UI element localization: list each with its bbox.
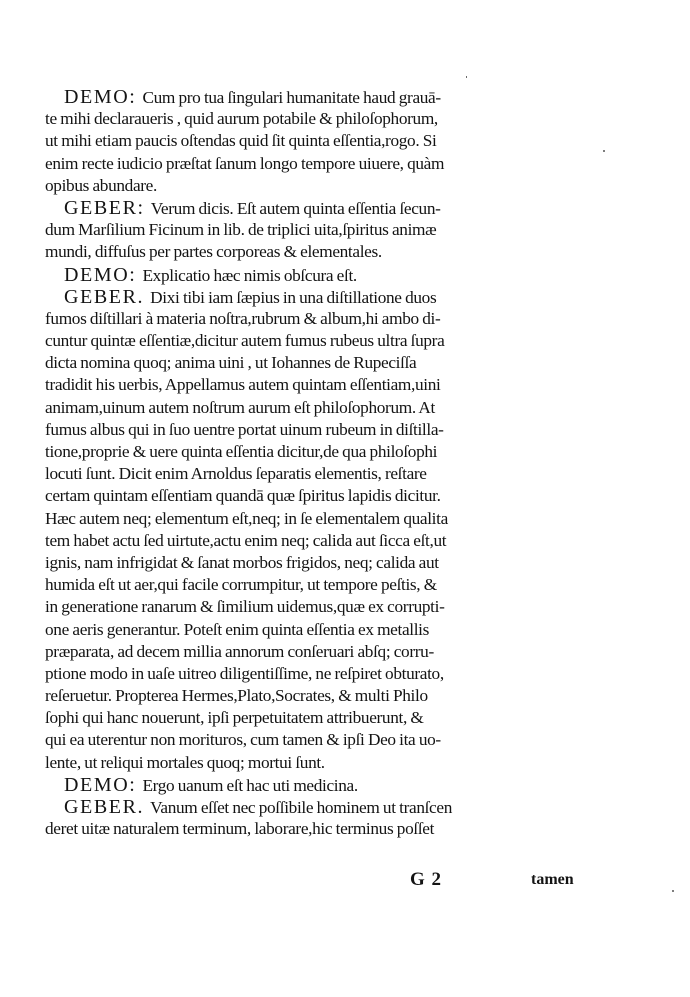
page-text-block <box>45 86 593 840</box>
line-text: Ergo uanum eſt hac uti medicina. <box>142 775 358 795</box>
text-line <box>45 108 593 130</box>
line-text: te mihi declaraueris , quid aurum potabile & philoſophorum, <box>45 109 438 129</box>
line-text: animam,uinum autem noſtrum aurum eſt philoſophorum. At <box>45 397 435 417</box>
text-line <box>45 530 593 552</box>
text-line <box>45 397 593 419</box>
speaker-name: GEBER: <box>64 196 145 219</box>
signature-mark: G 2 <box>410 869 443 890</box>
paragraph-first-line <box>45 86 593 108</box>
catchword: tamen <box>531 871 574 888</box>
paragraph-first-line <box>45 264 593 286</box>
text-line <box>45 707 593 729</box>
text-line <box>45 508 593 530</box>
line-text: in generatione ranarum & ſimilium uidemus,quæ ex corrupti- <box>45 597 445 617</box>
line-text: dum Marſilium Ficinum in lib. de triplici uita,ſpiritus animæ <box>45 220 437 240</box>
line-text: ignis, nam infrigidat & ſanat morbos frigidos, neq; calida aut <box>45 552 439 572</box>
text-line <box>45 463 593 485</box>
line-text: locuti ſunt. Dicit enim Arnoldus ſeparatis elementis, reſtare <box>45 464 427 484</box>
text-line <box>45 663 593 685</box>
text-line <box>45 330 593 352</box>
line-text: ſophi qui hanc nouerunt, ipſi perpetuitatem attribuerunt, & <box>45 708 424 728</box>
speaker-name: DEMO: <box>64 86 137 108</box>
text-line <box>45 552 593 574</box>
text-line <box>45 574 593 596</box>
line-text: Dixi tibi iam ſæpius in una diſtillatione duos <box>150 287 437 307</box>
line-text: one aeris generantur. Poteſt enim quinta eſſentia ex metallis <box>45 619 429 639</box>
line-text: cuntur quintæ eſſentiæ,dicitur autem fumus rubeus ultra ſupra <box>45 331 445 351</box>
speaker-name: DEMO: <box>64 263 137 286</box>
text-line <box>45 752 593 774</box>
speaker-name: GEBER. <box>64 285 145 308</box>
paragraph-first-line <box>45 197 593 219</box>
text-line <box>45 596 593 618</box>
line-text: Cum pro tua ſingulari humanitate haud grauā- <box>142 88 441 107</box>
line-text: tione,proprie & uere quinta eſſentia dicitur,de qua philoſophi <box>45 442 438 461</box>
text-line <box>45 641 593 663</box>
line-text: opibus abundare. <box>45 175 157 195</box>
text-line <box>45 219 593 241</box>
speaker-name: DEMO: <box>64 773 137 796</box>
text-line <box>45 374 593 396</box>
line-text: præparata, ad decem millia annorum conſeruari abſq; corru- <box>45 641 434 661</box>
line-text: Verum dicis. Eſt autem quinta eſſentia ſecun- <box>150 198 441 218</box>
line-text: tem habet actu ſed uirtute,actu enim neq; calida aut ſicca eſt,ut <box>45 530 447 550</box>
line-text: dicta nomina quoq; anima uini , ut Iohannes de Rupeciſſa <box>45 353 417 373</box>
line-text: fumos diſtillari à materia noſtra,rubrum & album,hi ambo di- <box>45 308 441 328</box>
paper-speck <box>466 76 467 78</box>
speaker-name: GEBER. <box>64 796 145 818</box>
paragraph-first-line <box>45 796 593 818</box>
paragraph-first-line <box>45 286 593 308</box>
page-footer <box>0 868 690 892</box>
line-text: reſeruetur. Propterea Hermes,Plato,Socrates, & multi Philo <box>45 686 428 706</box>
text-line <box>45 685 593 707</box>
text-line <box>45 130 593 152</box>
line-text: humida eſt ut aer,qui facile corrumpitur, ut tempore peſtis, & <box>45 575 437 595</box>
text-line <box>45 818 593 840</box>
paper-speck <box>672 890 674 892</box>
line-text: enim recte iudicio præſtat ſanum longo tempore uiuere, quàm <box>45 153 445 173</box>
text-line <box>45 419 593 441</box>
text-line <box>45 619 593 641</box>
text-line <box>45 441 593 463</box>
line-text: Vanum eſſet nec poſſibile hominem ut tranſcen <box>150 798 452 817</box>
text-line <box>45 153 593 175</box>
text-line <box>45 308 593 330</box>
line-text: fumus albus qui in ſuo uentre portat uinum rubeum in diſtilla- <box>45 419 444 439</box>
line-text: qui ea uterentur non morituros, cum tamen & ipſi Deo ita uo- <box>45 730 441 750</box>
line-text: deret uitæ naturalem terminum, laborare,hic terminus poſſet <box>45 819 435 839</box>
text-line <box>45 241 593 263</box>
line-text: certam quintam eſſentiam quandā quæ ſpiritus lapidis dicitur. <box>45 486 441 506</box>
line-text: ut mihi etiam paucis oſtendas quid ſit quinta eſſentia,rogo. Si <box>45 131 437 151</box>
paper-speck <box>603 150 605 152</box>
text-line <box>45 485 593 507</box>
paragraph-first-line <box>45 774 593 796</box>
text-line <box>45 729 593 751</box>
line-text: mundi, diffuſus per partes corporeas & elementales. <box>45 242 382 262</box>
line-text: Explicatio hæc nimis obſcura eſt. <box>142 265 357 285</box>
line-text: ptione modo in uaſe uitreo diligentiſſime, ne reſpiret obturato, <box>45 663 444 683</box>
text-line <box>45 175 593 197</box>
text-line <box>45 352 593 374</box>
line-text: tradidit his uerbis, Appellamus autem quintam eſſentiam,uini <box>45 375 441 395</box>
line-text: lente, ut reliqui mortales quoq; mortui ſunt. <box>45 752 325 772</box>
line-text: Hæc autem neq; elementum eſt,neq; in ſe elementalem qualita <box>45 508 448 528</box>
